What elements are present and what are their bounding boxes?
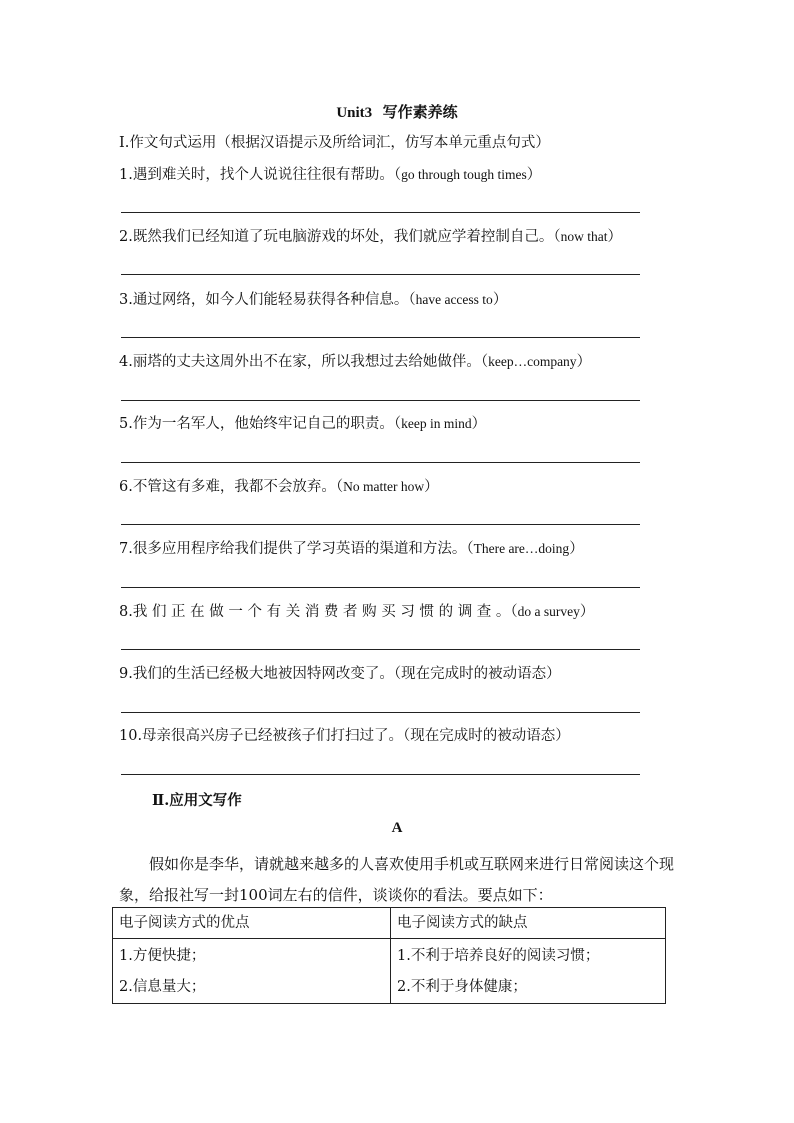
question-7: 7.很多应用程序给我们提供了学习英语的渠道和方法。（There are…doing） [119, 541, 584, 557]
question-5: 5.作为一名军人，他始终牢记自己的职责。（keep in mind） [119, 416, 487, 432]
part-a-label: A [391, 820, 403, 836]
section1-heading: Ⅰ.作文句式运用（根据汉语提示及所给词汇，仿写本单元重点句式） [119, 135, 550, 151]
answer-line-3[interactable] [121, 337, 640, 338]
writing-prompt: 假如你是李华，请就越来越多的人喜欢使用手机或互联网来进行日常阅读这个现象，给报社写一封100词左右的信件，谈谈你的看法。要点如下： [119, 855, 675, 904]
question-8: 8.我 们 正 在 做 一 个 有 关 消 费 者 购 买 习 惯 的 调 查 。（do a survey） [119, 604, 595, 620]
cons-item: 1.不利于培养良好的阅读习惯； [397, 948, 600, 964]
question-10: 10.母亲很高兴房子已经被孩子们打扫过了。（现在完成时的被动语态） [119, 728, 570, 744]
answer-line-6[interactable] [121, 524, 640, 525]
points-table-header [113, 908, 666, 939]
pros-header: 电子阅读方式的优点 [113, 908, 391, 939]
cons-cell [391, 939, 666, 1004]
answer-line-7[interactable] [121, 587, 640, 588]
question-1: 1.遇到难关时，找个人说说往往很有帮助。（go through tough times） [119, 167, 542, 183]
question-9: 9.我们的生活已经极大地被因特网改变了。（现在完成时的被动语态） [119, 666, 561, 682]
pros-item: 2.信息量大； [119, 979, 206, 995]
answer-line-2[interactable] [121, 274, 640, 275]
cons-header: 电子阅读方式的缺点 [391, 908, 666, 939]
points-table-row [113, 939, 666, 1004]
question-6: 6.不管这有多难，我都不会放弃。（No matter how） [119, 479, 439, 495]
question-2: 2.既然我们已经知道了玩电脑游戏的坏处，我们就应学着控制自己。（now that） [119, 229, 622, 245]
answer-line-8[interactable] [121, 649, 640, 650]
answer-line-1[interactable] [121, 212, 640, 213]
answer-line-4[interactable] [121, 400, 640, 401]
answer-line-9[interactable] [121, 712, 640, 713]
answer-line-5[interactable] [121, 462, 640, 463]
answer-line-10[interactable] [121, 774, 640, 775]
question-3: 3.通过网络，如今人们能轻易获得各种信息。（have access to） [119, 292, 508, 308]
question-4: 4.丽塔的丈夫这周外出不在家，所以我想过去给她做伴。（keep…company） [119, 354, 592, 370]
pros-item: 1.方便快捷； [119, 948, 206, 964]
unit-label: Unit3 [336, 105, 373, 121]
pros-cell [113, 939, 391, 1004]
page-title [0, 101, 794, 122]
section2-heading: Ⅱ.应用文写作 [152, 792, 242, 809]
title-text: 写作素养练 [382, 103, 458, 121]
cons-item: 2.不利于身体健康； [397, 979, 527, 995]
points-table [112, 907, 666, 1004]
